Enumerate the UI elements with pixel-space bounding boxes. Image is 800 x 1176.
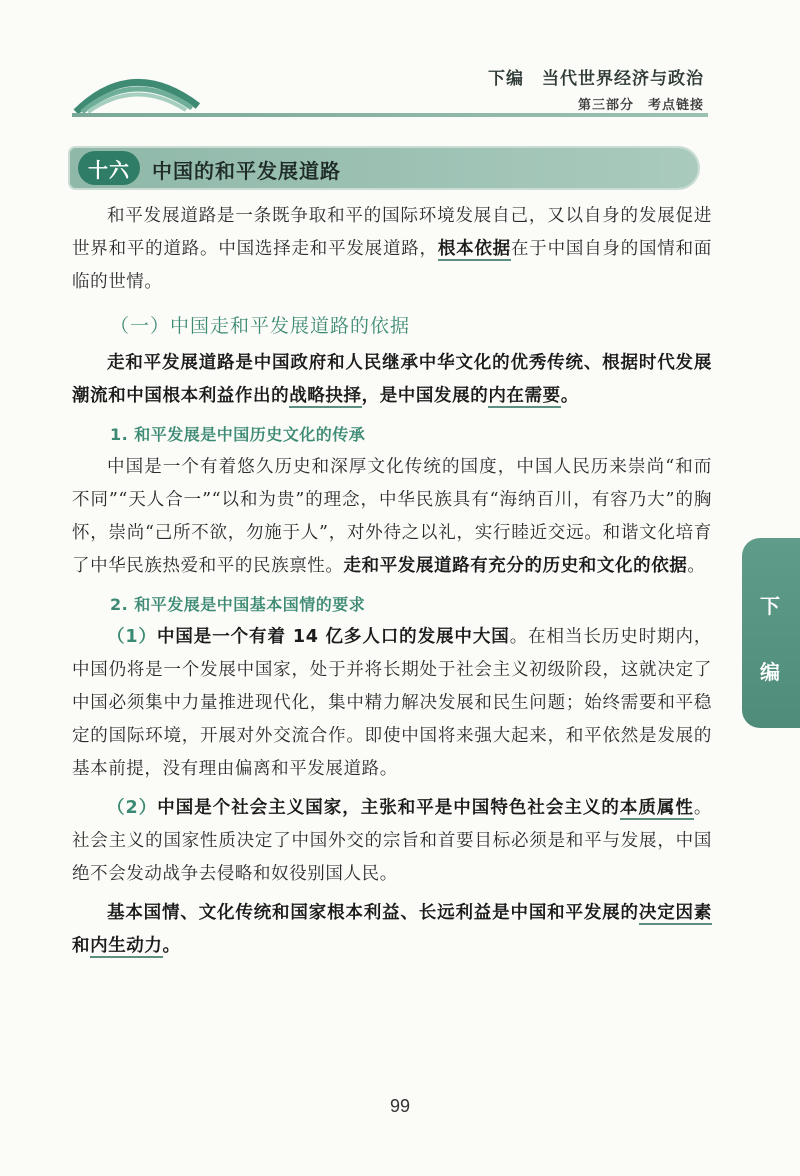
header-sub-title: 第三部分 考点链接 [577, 98, 704, 113]
key-term: 决定因素 [638, 903, 712, 923]
header-rule [72, 113, 708, 117]
conclusion-paragraph: 基本国情、文化传统和国家根本利益、长远利益是中国和平发展的决定因素和内生动力。 [72, 903, 712, 956]
volume-side-tab [742, 538, 800, 728]
page-content [72, 200, 712, 963]
key-term: 战略抉择 [289, 386, 362, 406]
subsection-heading: （一）中国走和平发展道路的依据 [110, 315, 411, 337]
point-heading: 1. 和平发展是中国历史文化的传承 [110, 425, 366, 444]
side-tab-char: 下 [760, 594, 780, 618]
key-term: 根本依据 [437, 239, 511, 259]
side-tab-char: 编 [760, 660, 780, 684]
header-arc-decoration [72, 62, 202, 118]
section-heading-bar [70, 148, 698, 188]
header-main-title: 下编 当代世界经济与政治 [488, 69, 704, 89]
intro-paragraph: 和平发展道路是一条既争取和平的国际环境发展自己，又以自身的发展促进世界和平的道路。中国选择走和平发展道路，根本依据在于中国自身的国情和面临的世情。 [72, 206, 712, 292]
point2-item2-paragraph: （2）中国是个社会主义国家，主张和平是中国特色社会主义的本质属性。社会主义的国家性质决定了中国外交的宗旨和首要目标必须是和平与发展，中国绝不会发动战争去侵略和奴役别国人民。 [72, 798, 712, 884]
key-term: 内在需要 [488, 386, 561, 406]
page-number: 99 [389, 1096, 411, 1116]
point1-paragraph: 中国是一个有着悠久历史和深厚文化传统的国度，中国人民历来崇尚“和而不同”“天人合一”“以和为贵”的理念，中华民族具有“海纳百川，有容乃大”的胸怀，崇尚“己所不欲，勿施于人”，对外待之以礼，实行睦近交远。和谐文化培育了中华民族热爱和平的民族禀性。走和平发展道路有充分的历史和文化的依据。 [72, 457, 712, 576]
key-term: 本质属性 [619, 798, 694, 818]
section-title: 中国的和平发展道路 [152, 159, 341, 183]
section-number-badge: 十六 [78, 151, 140, 185]
summary-paragraph: 走和平发展道路是中国政府和人民继承中华文化的优秀传统、根据时代发展潮流和中国根本利益作出的战略抉择，是中国发展的内在需要。 [72, 353, 712, 406]
point-heading: 2. 和平发展是中国基本国情的要求 [110, 595, 366, 614]
point2-item1-paragraph: （1）中国是一个有着 14 亿多人口的发展中大国。在相当长历史时期内，中国仍将是一个发展中国家，处于并将长期处于社会主义初级阶段，这就决定了中国必须集中力量推进现代化，集中精力解决发展和民生问题；始终需要和平稳定的国际环境，开展对外交流合作。即使中国将来强大起来，和平依然是发展的基本前提，没有理由偏离和平发展道路。 [72, 627, 712, 779]
key-term: 内生动力 [90, 936, 163, 956]
running-header [488, 64, 704, 113]
